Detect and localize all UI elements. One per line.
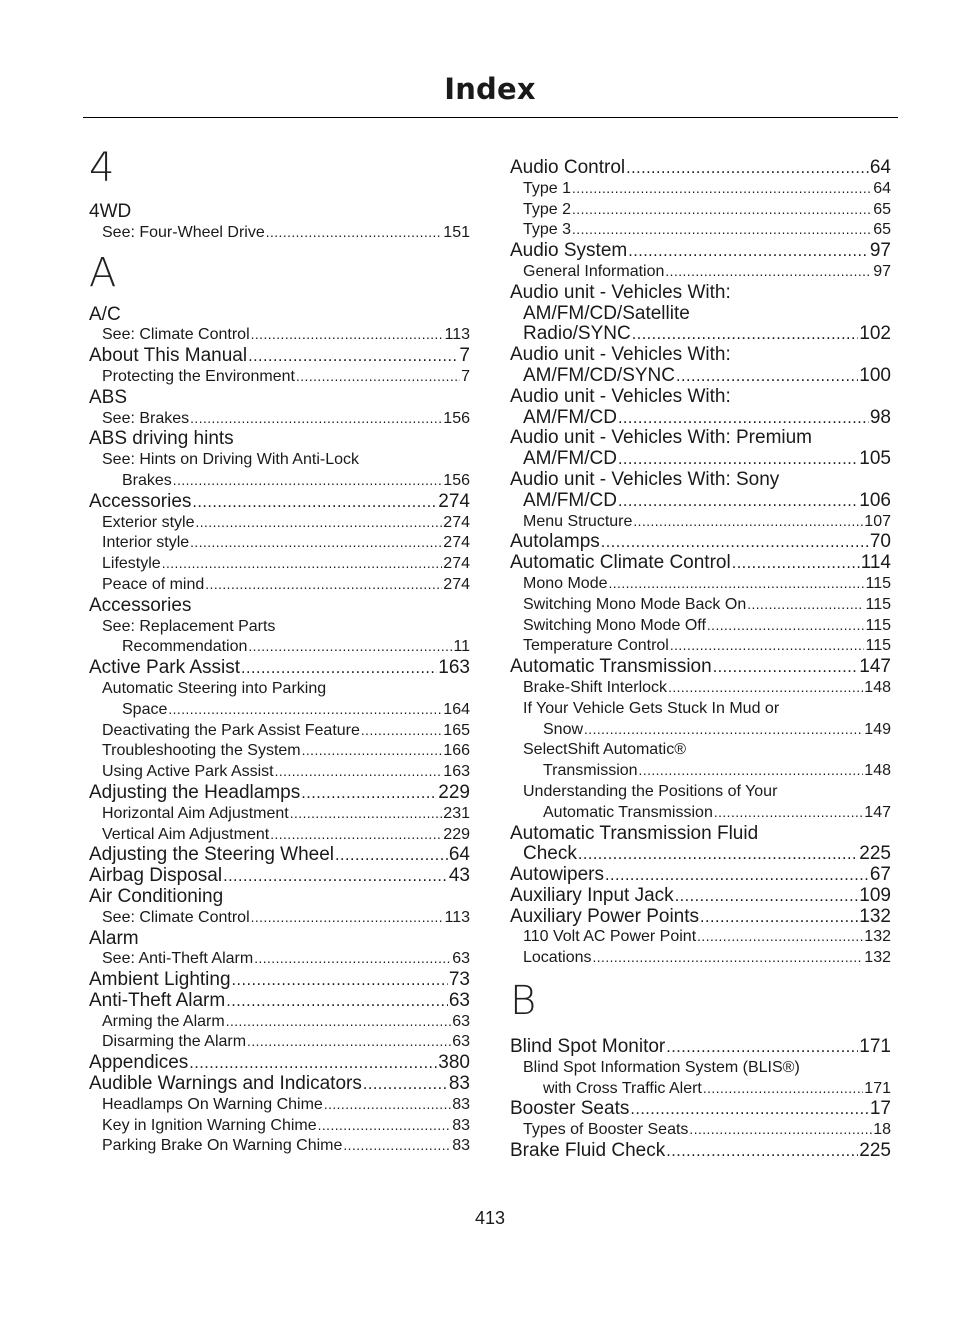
index-entry: A/C [89,303,121,325]
index-subentry: Deactivating the Park Assist Feature ..... 165 [89,721,470,742]
index-entry: Appendices ..... 380 [89,1053,470,1074]
index-entry: Accessories [89,594,192,616]
index-entry: Auxiliary Power Points ..... 132 [510,907,891,928]
index-subentry: See: Hints on Driving With Anti-Lock Brakes ..... 156 [89,450,470,492]
index-subentry: Lifestyle ..... 274 [89,554,470,575]
index-subentry: Protecting the Environment ..... 7 [89,367,470,388]
index-entry: Alarm [89,927,139,949]
index-subentry: SelectShift Automatic® Transmission ..... 148 [510,740,891,782]
index-subentry: Understanding the Positions of Your Automatic Transmission ..... 147 [510,782,891,824]
index-entry: Auxiliary Input Jack ..... 109 [510,886,891,907]
index-subentry: Menu Structure ..... 107 [510,512,891,533]
index-entry: Automatic Transmission ..... 147 [510,657,891,678]
index-entry: ABS [89,386,128,408]
index-entry: Audible Warnings and Indicators ..... 83 [89,1074,470,1095]
index-entry: Booster Seats ..... 17 [510,1099,891,1120]
index-subentry: Type 3 ..... 65 [510,220,891,241]
index-column-left [89,140,470,1157]
section-letter-b: B [510,978,537,1025]
index-subentry: Disarming the Alarm ..... 63 [89,1032,470,1053]
index-subentry: Exterior style ..... 274 [89,513,470,534]
index-subentry: Switching Mono Mode Off ..... 115 [510,616,891,637]
index-subentry: Vertical Aim Adjustment ..... 229 [89,825,470,846]
index-entry: Audio System ..... 97 [510,241,891,262]
index-subentry: Blind Spot Information System (BLIS®) with Cross Traffic Alert ..... 171 [510,1058,891,1100]
index-subentry: See: Four-Wheel Drive ..... 151 [89,223,470,244]
index-subentry: Automatic Steering into Parking Space ..... 164 [89,679,470,721]
index-subentry: Types of Booster Seats ..... 18 [510,1120,891,1141]
index-subentry: Brake-Shift Interlock ..... 148 [510,678,891,699]
page-title: Index [444,72,536,106]
index-entry: Adjusting the Headlamps ..... 229 [89,783,470,804]
index-entry: Audio unit - Vehicles With: Sony AM/FM/CD ..... 106 [510,470,891,512]
index-entry: Autowipers ..... 67 [510,865,891,886]
index-subentry: 110 Volt AC Power Point ..... 132 [510,927,891,948]
index-subentry: See: Brakes ..... 156 [89,409,470,430]
index-subentry: Arming the Alarm ..... 63 [89,1012,470,1033]
index-subentry: Peace of mind ..... 274 [89,575,470,596]
page-number: 413 [474,1208,506,1228]
index-subentry: Switching Mono Mode Back On ..... 115 [510,595,891,616]
index-entry: Automatic Climate Control ..... 114 [510,553,891,574]
index-entry: Air Conditioning [89,885,224,907]
index-subentry: Horizontal Aim Adjustment ..... 231 [89,804,470,825]
index-subentry: General Information ..... 97 [510,262,891,283]
index-subentry: Key in Ignition Warning Chime ..... 83 [89,1116,470,1137]
index-entry: Anti-Theft Alarm ..... 63 [89,991,470,1012]
index-subentry: See: Climate Control ..... 113 [89,325,470,346]
index-entry: About This Manual ..... 7 [89,346,470,367]
index-subentry: Parking Brake On Warning Chime ..... 83 [89,1136,470,1157]
index-subentry: See: Anti-Theft Alarm ..... 63 [89,949,470,970]
index-subentry: Temperature Control ..... 115 [510,636,891,657]
index-entry: Accessories ..... 274 [89,492,470,513]
index-entry: Blind Spot Monitor ..... 171 [510,1037,891,1058]
index-entry: Automatic Transmission Fluid Check ..... 225 [510,824,891,866]
index-subentry: Type 1 ..... 64 [510,179,891,200]
index-subentry: Headlamps On Warning Chime ..... 83 [89,1095,470,1116]
index-entry: Audio Control ..... 64 [510,158,891,179]
section-letter-a: A [89,249,117,296]
index-column-right [510,158,891,1162]
index-entry: Audio unit - Vehicles With: Premium AM/FM/CD ..... 105 [510,428,891,470]
index-subentry: See: Climate Control ..... 113 [89,908,470,929]
index-entry: Ambient Lighting ..... 73 [89,970,470,991]
index-entry: Autolamps ..... 70 [510,532,891,553]
section-letter-4: 4 [89,145,115,191]
index-subentry: See: Replacement Parts Recommendation ..... 11 [89,617,470,659]
index-entry: Airbag Disposal ..... 43 [89,866,470,887]
index-subentry: Mono Mode ..... 115 [510,574,891,595]
index-subentry: Troubleshooting the System ..... 166 [89,741,470,762]
index-subentry: Type 2 ..... 65 [510,200,891,221]
index-entry: ABS driving hints [89,428,234,450]
index-subentry: Locations ..... 132 [510,948,891,969]
index-entry: Active Park Assist ..... 163 [89,658,470,679]
index-entry: Audio unit - Vehicles With: AM/FM/CD ..... 98 [510,387,891,429]
index-entry: Adjusting the Steering Wheel ..... 64 [89,845,470,866]
index-subentry: Interior style ..... 274 [89,533,470,554]
index-entry: Audio unit - Vehicles With: AM/FM/CD/SYNC ..... 100 [510,345,891,387]
index-subentry: Using Active Park Assist ..... 163 [89,762,470,783]
index-entry: 4WD [89,201,132,222]
index-subentry: If Your Vehicle Gets Stuck In Mud or Snow ..... 149 [510,699,891,741]
title-divider [83,117,898,118]
index-entry: Audio unit - Vehicles With: AM/FM/CD/Satellite Radio/SYNC ..... 102 [510,283,891,345]
index-entry: Brake Fluid Check ..... 225 [510,1141,891,1162]
